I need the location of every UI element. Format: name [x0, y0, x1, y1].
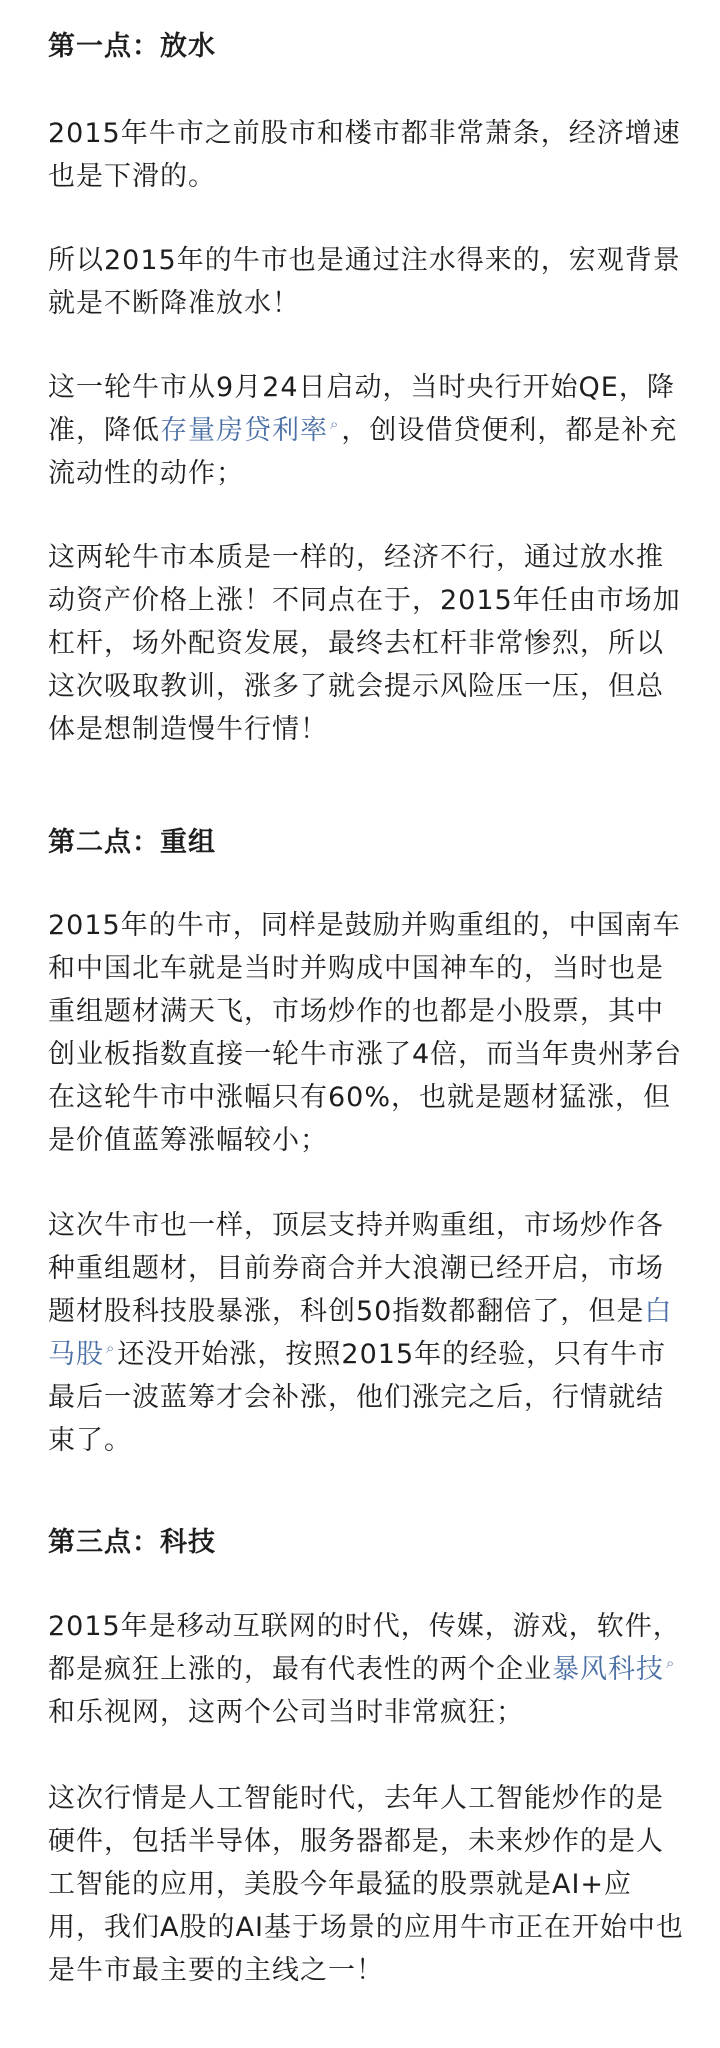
section-heading-3: 第三点：科技: [48, 1527, 216, 1558]
search-icon[interactable]: ⌕: [666, 1654, 676, 1672]
paragraph: [48, 366, 688, 495]
paragraph-text: 和乐视网，这两个公司当时非常疯狂；: [48, 1697, 524, 1728]
paragraph-text: 还没开始涨，按照2015年的经验，只有牛市最后一波蓝筹才会补涨，他们涨完之后，行情就结束了。: [48, 1339, 667, 1456]
search-icon[interactable]: ⌕: [106, 1339, 116, 1357]
section-heading-1: 第一点：放水: [48, 31, 216, 62]
keyword-link-baofeng[interactable]: 暴风科技: [552, 1654, 664, 1685]
keyword-link-mortgage-rate[interactable]: 存量房贷利率: [160, 415, 328, 446]
section-heading-2: 第二点：重组: [48, 827, 216, 858]
paragraph: 这两轮牛市本质是一样的，经济不行，通过放水推动资产价格上涨！不同点在于，2015年任由市场加杠杆，场外配资发展，最终去杠杆非常惨烈，所以这次吸取教训，涨多了就会提示风险压一压，但总体是想制造慢牛行情！: [48, 542, 681, 745]
paragraph: [48, 1204, 688, 1462]
paragraph-text: ，创设借贷便利，都是补充流动性的动作；: [48, 415, 678, 489]
paragraph: 这次行情是人工智能时代，去年人工智能炒作的是硬件，包括半导体，服务器都是，未来炒作的是人工智能的应用，美股今年最猛的股票就是AI+应用，我们A股的AI基于场景的应用牛市正在开始中也是牛市最主要的主线之一！: [48, 1783, 684, 1986]
keyword-link-blue-chip[interactable]: 白马股: [48, 1296, 673, 1370]
search-icon[interactable]: ⌕: [330, 415, 340, 433]
paragraph-text: 2015年是移动互联网的时代，传媒，游戏，软件，都是疯狂上涨的，最有代表性的两个企业: [48, 1611, 681, 1685]
paragraph: 2015年的牛市，同样是鼓励并购重组的，中国南车和中国北车就是当时并购成中国神车的，当时也是重组题材满天飞，市场炒作的也都是小股票，其中创业板指数直接一轮牛市涨了4倍，而当年贵州茅台在这轮牛市中涨幅只有60%，也就是题材猛涨，但是价值蓝筹涨幅较小；: [48, 910, 683, 1156]
paragraph-text: 这次牛市也一样，顶层支持并购重组，市场炒作各种重组题材，目前券商合并大浪潮已经开启，市场题材股科技股暴涨，科创50指数都翻倍了，但是: [48, 1210, 664, 1327]
paragraph-text: 这一轮牛市从9月24日启动，当时央行开始QE，降准，降低: [48, 372, 675, 446]
paragraph: [48, 1605, 688, 1734]
paragraph: 所以2015年的牛市也是通过注水得来的，宏观背景就是不断降准放水！: [48, 245, 681, 319]
paragraph: 2015年牛市之前股市和楼市都非常萧条，经济增速也是下滑的。: [48, 118, 681, 192]
